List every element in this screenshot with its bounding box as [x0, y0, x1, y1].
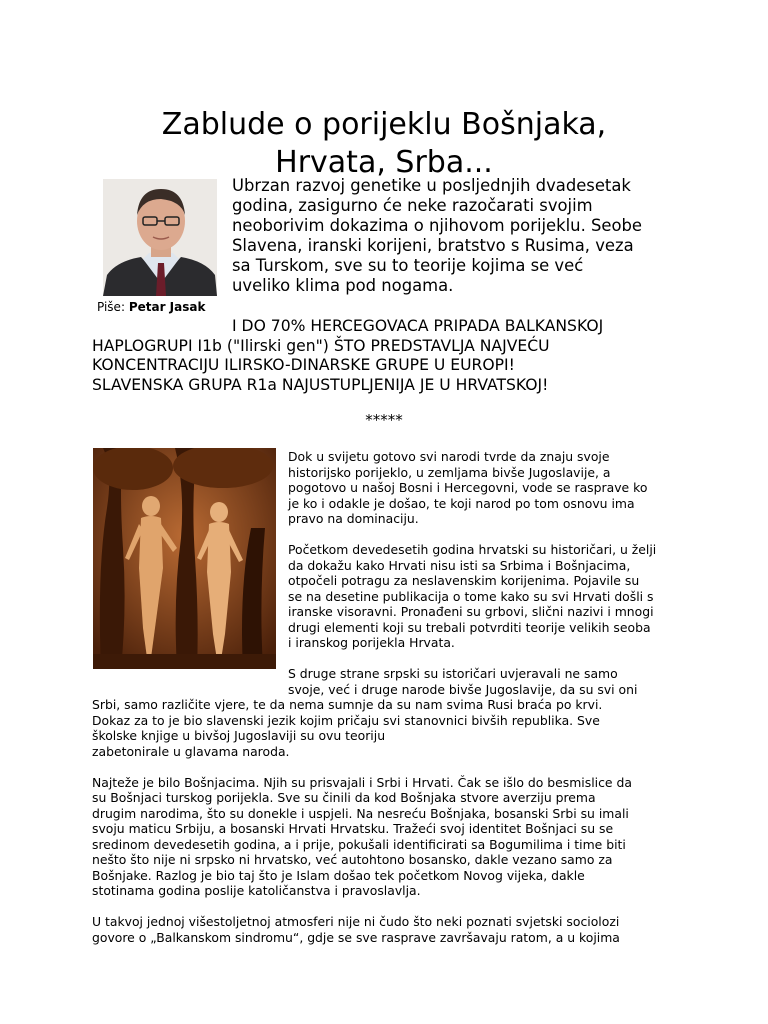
body-line: otpočeli potragu za neslavenskim korijenima. Pojavile su — [288, 573, 640, 588]
body-paragraph — [92, 542, 692, 651]
headline-line: SLAVENSKA GRUPA R1a NAJUSTUPLJENIJA JE U HRVATSKOJ! — [92, 375, 549, 394]
article-body — [92, 449, 692, 961]
body-line: sredinom devedesetih godina, a i prije, pokušali identificirati sa Bogumilima i time biti — [92, 836, 626, 852]
body-line: svoje, već i druge narode bivše Jugoslavije, da su svi oni — [288, 681, 638, 697]
body-paragraph — [92, 449, 692, 527]
title-line-2: Hrvata, Srba... — [275, 145, 493, 181]
article-title — [0, 106, 768, 182]
body-line: svoju maticu Srbiju, a bosanski Hrvati Hrvatsku. Tražeći svoj identitet Bošnjaci su se — [92, 821, 614, 836]
body-line: je ko i odakle je došao, te koji narod po tom osnovu ima — [288, 495, 635, 511]
body-line: se na desetine publikacija o tome kako su svi Hrvati došli s — [288, 588, 654, 604]
intro-line: Ubrzan razvoj genetike u posljednjih dvadesetak — [232, 176, 631, 195]
body-line: školske knjige u bivšoj Jugoslaviji su ovu teoriju — [92, 728, 386, 743]
author-portrait-image — [103, 179, 217, 296]
intro-paragraph — [232, 176, 692, 296]
body-line: da dokažu kako Hrvati nisu isti sa Srbima i Bošnjacima, — [288, 557, 631, 573]
title-line-1: Zablude o porijeklu Bošnjaka, — [161, 107, 607, 143]
body-paragraph — [92, 775, 692, 899]
body-line: Dok u svijetu gotovo svi narodi tvrde da znaju svoje — [288, 449, 610, 464]
intro-line: sa Turskom, sve su to teorije kojima se već — [232, 256, 584, 275]
body-line: historijsko porijeklo, u zemljama bivše Jugoslavije, a — [288, 464, 611, 480]
headline-block — [92, 317, 692, 395]
headline-line: HAPLOGRUPI I1b ("Ilirski gen") ŠTO PREDSTAVLJA NAJVEĆU — [92, 336, 550, 355]
section-separator: ***** — [365, 411, 403, 429]
body-line: U takvoj jednoj višestoljetnoj atmosferi nije ni čudo što neki poznati svjetski sociolozi — [92, 914, 620, 929]
body-line: nešto što nije ni srpsko ni hrvatsko, već autohtono bosansko, dakle vezano samo za — [92, 852, 613, 867]
body-line: iranske visoravni. Pronađeni su grbovi, slični nazivi i mnogi — [288, 604, 654, 619]
body-line: govore o „Balkanskom sindromu“, gdje se sve rasprave završavaju ratom, a u kojima — [92, 929, 620, 945]
body-line: pogotovo u našoj Bosni i Hercegovni, vode se rasprave ko — [288, 480, 648, 495]
body-line: Srbi, samo različite vjere, te da nema sumnje da su nam svima Rusi braća po krvi. — [92, 697, 603, 712]
body-line: S druge strane srpski su istoričari uvjeravali ne samo — [288, 666, 618, 681]
intro-line: Slavena, iranski korijeni, bratstvo s Rusima, veza — [232, 236, 634, 255]
headline-line: I DO 70% HERCEGOVACA PRIPADA BALKANSKOJ — [232, 317, 604, 335]
intro-line: neoborivim dokazima o njihovom porijeklu. Seobe — [232, 216, 642, 235]
body-line: drugi elementi koji su trebali potvrditi teorije velikih seoba — [288, 619, 651, 635]
author-name: Petar Jasak — [128, 300, 206, 314]
author-caption — [97, 300, 205, 314]
intro-line: uveliko klima pod nogama. — [232, 276, 454, 295]
body-line: Bošnjake. Razlog je bio taj što je Islam došao tek početkom Novog vijeka, dakle — [92, 867, 585, 883]
body-line: su Bošnjaci turskog porijekla. Sve su činili da kod Bošnjaka stvore averziju prema — [92, 790, 596, 805]
intro-line: godina, zasigurno će neke razočarati svojim — [232, 196, 593, 215]
body-line: Dokaz za to je bio slavenski jezik kojim pričaju svi stanovnici bivših republika. Sve — [92, 712, 600, 728]
body-line: Najteže je bilo Bošnjacima. Njih su prisvajali i Srbi i Hrvati. Čak se išlo do besmislice da — [92, 774, 632, 790]
author-photo — [103, 179, 217, 296]
author-prefix: Piše: — [97, 300, 125, 314]
body-line: pravo na dominaciju. — [288, 511, 419, 526]
body-line: Početkom devedesetih godina hrvatski su historičari, u želji — [288, 542, 657, 557]
body-paragraph — [92, 666, 692, 759]
body-line: stotinama godina poslije katoličanstva i pravoslavlja. — [92, 883, 421, 898]
body-line: zabetonirale u glavama naroda. — [92, 743, 290, 759]
body-paragraph — [92, 914, 692, 945]
headline-line: KONCENTRACIJU ILIRSKO-DINARSKE GRUPE U EUROPI! — [92, 356, 515, 374]
body-line: i iranskog porijekla Hrvata. — [288, 635, 455, 650]
body-line: drugim narodima, što su donekle i uspjeli. Na nesreću Bošnjaka, bosanski Srbi su imali — [92, 805, 629, 821]
